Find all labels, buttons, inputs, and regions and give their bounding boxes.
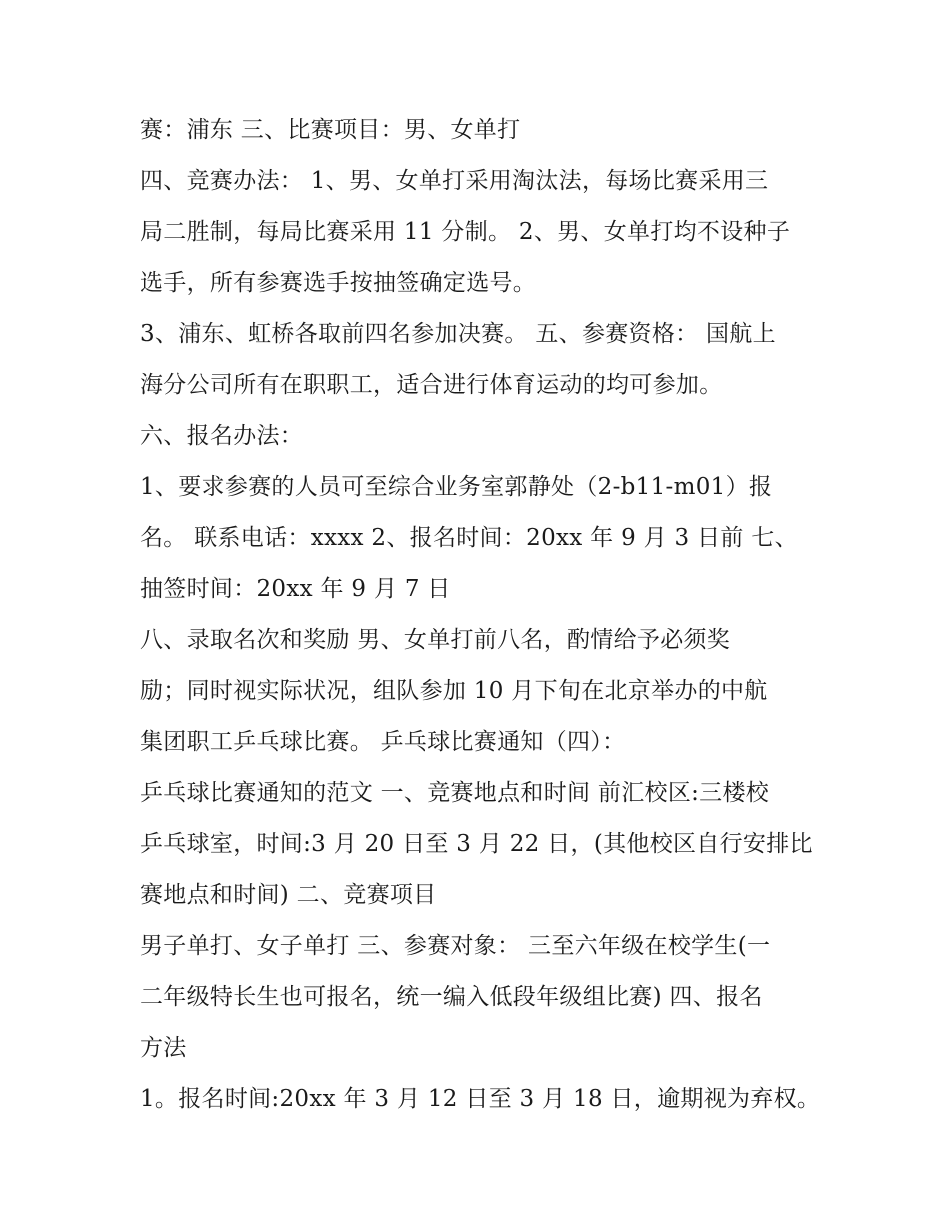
text-line: 八、录取名次和奖励 男、女单打前八名，酌情给予必须奖 [140,627,731,653]
text-line: 乒乓球比赛通知的范文 一、竞赛地点和时间 前汇校区:三楼校 [140,780,770,806]
text-line: 赛地点和时间) 二、竞赛项目 [140,882,437,908]
text-line: 四、竞赛办法： 1、男、女单打采用淘汰法，每场比赛采用三 [140,168,769,194]
text-line: 海分公司所有在职职工，适合进行体育运动的均可参加。 [140,372,723,398]
text-line: 方法 [140,1035,187,1061]
text-line: 1。报名时间:20xx 年 3 月 12 日至 3 月 18 日，逾期视为弃权。 [140,1086,821,1112]
text-line: 3、浦东、虹桥各取前四名参加决赛。 五、参赛资格： 国航上 [140,321,776,347]
text-line: 名。 联系电话：xxxx 2、报名时间：20xx 年 9 月 3 日前 七、 [140,525,798,551]
text-line: 局二胜制，每局比赛采用 11 分制。 2、男、女单打均不设种子 [140,219,791,245]
text-line: 乒乓球室，时间:3 月 20 日至 3 月 22 日，(其他校区自行安排比 [140,831,813,857]
text-line: 集团职工乒乓球比赛。 乒乓球比赛通知（四）： [140,729,626,755]
document-body [140,108,840,1128]
text-line: 男子单打、女子单打 三、参赛对象： 三至六年级在校学生(一 [140,933,771,959]
text-line: 1、要求参赛的人员可至综合业务室郭静处（2-b11-m01）报 [140,474,773,500]
text-line: 抽签时间：20xx 年 9 月 7 日 [140,576,451,602]
text-line: 励；同时视实际状况，组队参加 10 月下旬在北京举办的中航 [140,678,768,704]
text-line: 六、报名办法： [140,423,304,449]
text-line: 赛：浦东 三、比赛项目：男、女单打 [140,117,521,143]
text-line: 选手，所有参赛选手按抽签确定选号。 [140,270,537,296]
text-line: 二年级特长生也可报名，统一编入低段年级组比赛) 四、报名 [140,984,763,1010]
